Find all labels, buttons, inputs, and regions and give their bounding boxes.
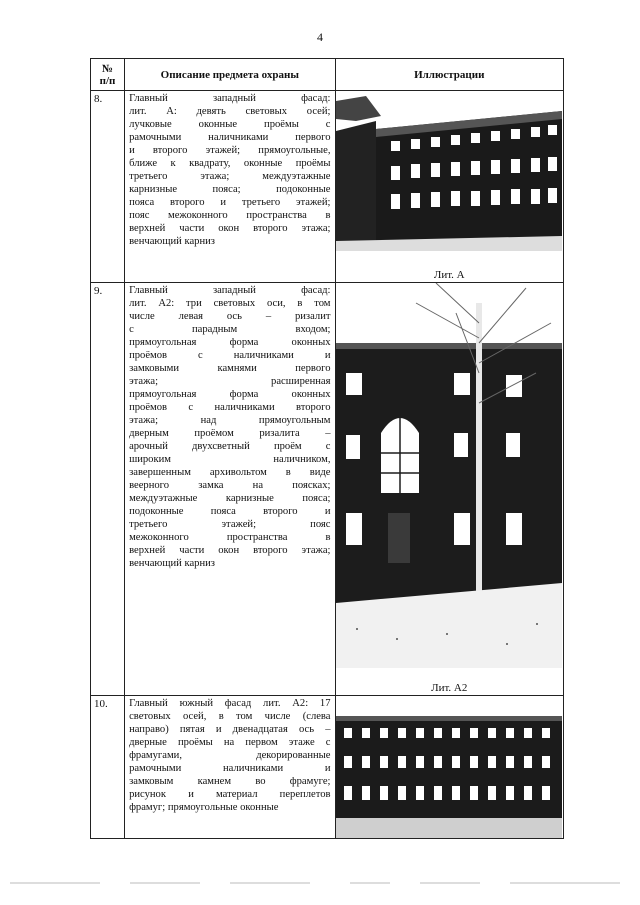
description-line: этажа; расширенная: [129, 376, 331, 387]
description-line: подоконные пояса второго и: [129, 506, 331, 517]
row-description: [125, 91, 335, 283]
description-line: венчающий карниз: [129, 558, 215, 569]
header-number-symbol: №: [102, 62, 114, 75]
building-photo-icon: [336, 91, 562, 251]
description-line: направо) пятая и двенадцатая ось –: [129, 724, 331, 735]
description-line: фрамуг; прямоугольные оконные: [129, 802, 279, 813]
description-line: замковым камнем во фрамуге;: [129, 776, 331, 787]
description-line: числе левая ось – ризалит: [129, 311, 331, 322]
description-line: третьего этажей; пояс: [129, 519, 331, 530]
description-line: веерного замка на поясках;: [129, 480, 331, 491]
row-description: [125, 283, 335, 696]
description-line: проёмов с наличниками второго: [129, 402, 331, 413]
description-line: Главный западный фасад:: [129, 93, 331, 104]
description-line: верхней части окон второго этажа;: [129, 545, 331, 556]
row-number: 10.: [91, 696, 125, 839]
description-line: дверные проёмы на первом этаже с: [129, 737, 331, 748]
description-line: замковыми камнями первого: [129, 363, 331, 374]
description-line: арочный двухсветный проём с: [129, 441, 331, 452]
description-line: дверным проёмом ризалита –: [129, 428, 331, 439]
description-line: прямоугольная форма оконных: [129, 337, 331, 348]
description-line: пояс межоконного пространства в: [129, 210, 331, 221]
row-number: 9.: [91, 283, 125, 696]
page-number: 4: [317, 30, 323, 44]
description-line: лучковые оконные проёмы с: [129, 119, 331, 130]
description-line: Главный западный фасад:: [129, 285, 331, 296]
table-row: [91, 91, 564, 283]
description-line: лит. А2: три световых оси, в том: [129, 298, 331, 309]
description-line: широким наличником,: [129, 454, 331, 465]
header-number-abbr: п/п: [99, 74, 116, 87]
header-number: [91, 59, 125, 91]
table-row: [91, 283, 564, 696]
description-line: и второго этажей; прямоугольные,: [129, 145, 331, 156]
row-number: 8.: [91, 91, 125, 283]
footer-scan-marks: [0, 878, 640, 888]
description-line: межоконного пространства в: [129, 532, 331, 543]
description-line: прямоугольная форма оконных: [129, 389, 331, 400]
building-photo-icon: [336, 283, 562, 668]
description-line: карнизные пояса; подоконные: [129, 184, 331, 195]
description-line: проёмов с наличниками и: [129, 350, 331, 361]
illustration-cell: [335, 696, 564, 839]
description-line: междуэтажные карнизные пояса;: [129, 493, 331, 504]
description-line: световых осей, в том числе (слева: [129, 711, 331, 722]
description-line: верхней части окон второго этажа;: [129, 223, 331, 234]
illustration-cell: [335, 283, 564, 696]
description-line: третьего этажа; междуэтажные: [129, 171, 331, 182]
description-line: завершенным архивольтом в виде: [129, 467, 331, 478]
row-description: [125, 696, 335, 839]
protection-subject-table: [90, 58, 564, 839]
description-line: этажа; над прямоугольным: [129, 415, 331, 426]
building-photo-icon: [336, 708, 562, 838]
illustration-caption: Лит. А: [433, 269, 465, 281]
description-line: лит. А: девять световых осей;: [129, 106, 331, 117]
description-line: фрамугами, декорированные: [129, 750, 331, 761]
description-line: рисунок и материал переплетов: [129, 789, 331, 800]
illustration-caption: Лит. А2: [431, 682, 468, 694]
description-line: рамочными наличниками и: [129, 763, 331, 774]
header-illustrations: Иллюстрации: [335, 59, 564, 91]
description-line: пояса второго и третьего этажей;: [129, 197, 331, 208]
description-line: рамочными наличниками первого: [129, 132, 331, 143]
description-line: Главный южный фасад лит. А2: 17: [129, 698, 331, 709]
illustration-cell: [335, 91, 564, 283]
header-description: Описание предмета охраны: [125, 59, 335, 91]
table-row: [91, 696, 564, 839]
description-line: ближе к квадрату, оконные проёмы: [129, 158, 331, 169]
description-line: с парадным входом;: [129, 324, 331, 335]
table-header-row: [91, 59, 564, 91]
description-line: венчающий карниз: [129, 236, 215, 247]
